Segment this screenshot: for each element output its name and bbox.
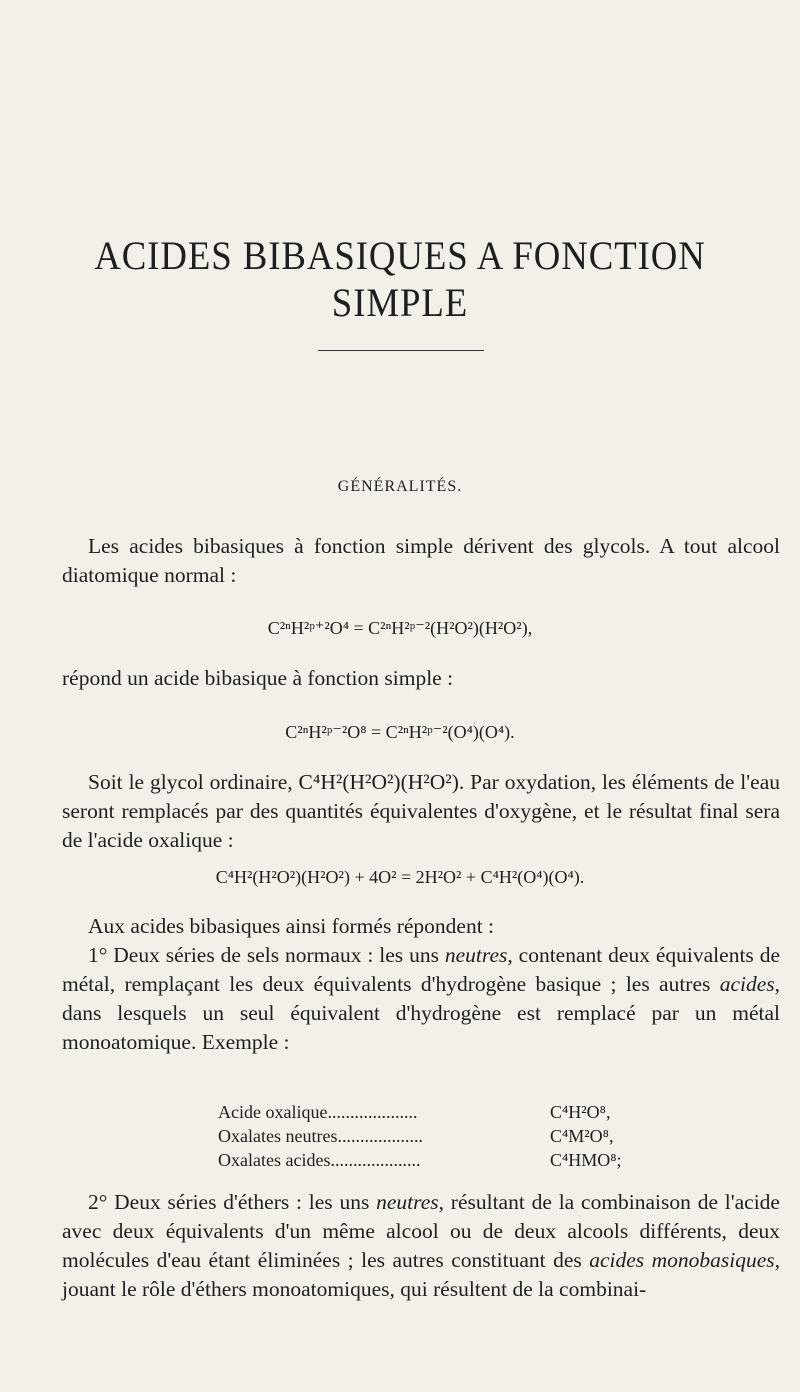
ethers-term-neutral: neutres [376, 1190, 439, 1214]
paragraph-intro: Les acides bibasiques à fonction simple dérivent des glycols. A tout alcool diatomique normal : [62, 534, 780, 587]
table-row-formula: C⁴M²O⁸, [550, 1126, 614, 1146]
ethers-text-2: , résultant de la combinaison de l'acide avec deux équivalents d'un même alcool ou de deux alcools différents, deux molécules d'eau étant éliminées ; les autres constituant des [62, 1190, 780, 1272]
formula-acid: C²ⁿH²ᵖ⁻²O⁸ = C²ⁿH²ᵖ⁻²(O⁴)(O⁴). [285, 722, 515, 742]
salts-text-1: 1° Deux séries de sels normaux : les uns [88, 943, 439, 967]
formula-oxalic: C⁴H²(H²O²)(H²O²) + 4O² = 2H²O² + C⁴H²(O⁴)(O⁴). [215, 867, 585, 887]
paragraph-ethers [62, 1188, 780, 1304]
salts-text-2: , contenant deux équivalents de métal, remplaçant les deux équivalents d'hydrogène basique ; les autres [62, 943, 780, 996]
paragraph-oxidation: Soit le glycol ordinaire, C⁴H²(H²O²)(H²O²). Par oxydation, les éléments de l'eau seront remplacés par des quantités équivalentes d'oxygène, et le résultat final sera de l'acide oxalique : [62, 770, 780, 852]
table-row [218, 1148, 638, 1172]
ethers-text-3: , jouant le rôle d'éthers monoatomiques, qui résultent de la combinai- [62, 1248, 780, 1301]
salts-term-acid: acides [719, 972, 775, 996]
salts-text-3: , dans lesquels un seul équivalent d'hydrogène est remplacé par un métal monoatomique. Exemple : [62, 972, 780, 1054]
salts-term-neutral: neutres [444, 943, 508, 967]
table-row [218, 1100, 638, 1124]
oxalate-table [218, 1100, 638, 1172]
table-row-name: Oxalates acides.................... [218, 1150, 421, 1170]
paragraph-acid-intro: répond un acide bibasique à fonction simple : [62, 666, 454, 690]
ethers-text-1: 2° Deux séries d'éthers : les uns [88, 1190, 370, 1214]
table-row-name: Acide oxalique.................... [218, 1102, 418, 1122]
table-row-formula: C⁴H²O⁸, [550, 1102, 611, 1122]
section-heading: GÉNÉRALITÉS. [337, 478, 463, 495]
ethers-term-monobasic: acides monobasiques [589, 1248, 775, 1272]
table-row [218, 1124, 638, 1148]
page-title: ACIDES BIBASIQUES A FONCTION SIMPLE [94, 233, 706, 325]
paragraph-salts [62, 941, 780, 1057]
table-row-name: Oxalates neutres................... [218, 1126, 423, 1146]
table-row-formula: C⁴HMO⁸; [550, 1150, 622, 1170]
title-divider [318, 350, 484, 351]
paragraph-series-intro: Aux acides bibasiques ainsi formés répondent : [88, 914, 495, 938]
formula-glycol: C²ⁿH²ᵖ⁺²O⁴ = C²ⁿH²ᵖ⁻²(H²O²)(H²O²), [267, 618, 533, 638]
